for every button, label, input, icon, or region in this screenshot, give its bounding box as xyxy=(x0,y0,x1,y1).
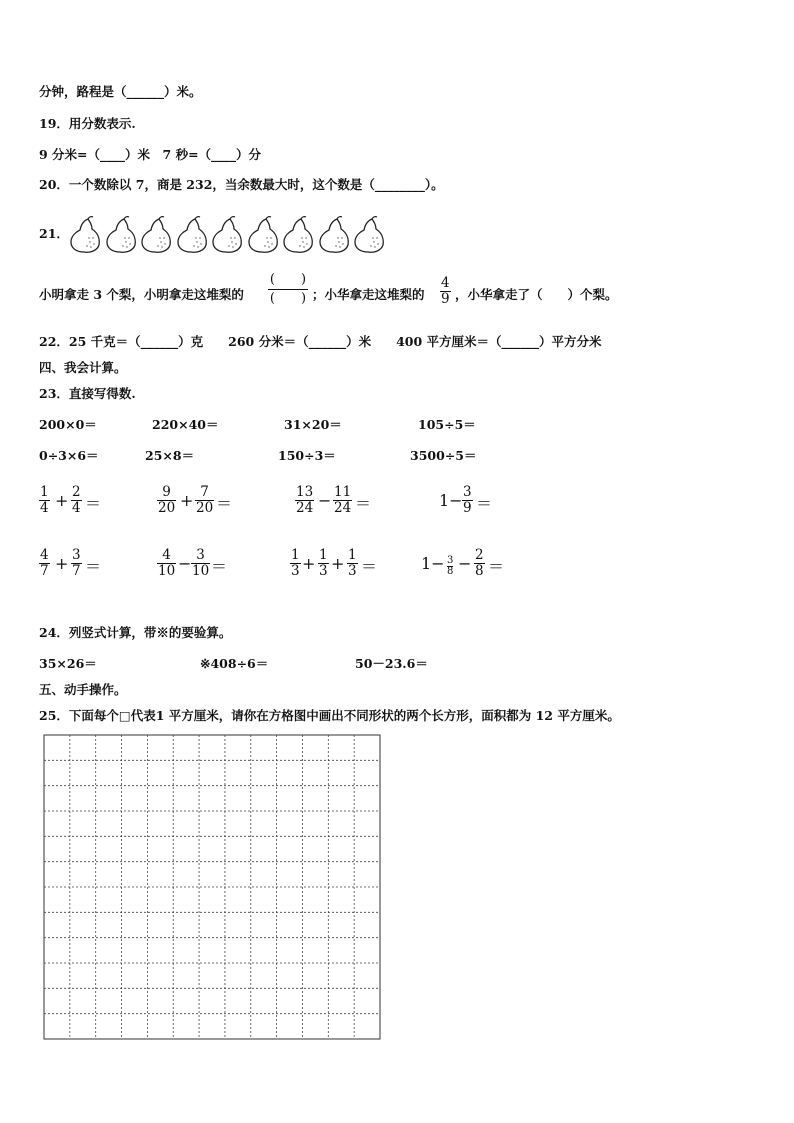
fraction: 1 3 xyxy=(291,547,300,579)
fraction: 9 20 xyxy=(158,484,176,516)
blank-fraction xyxy=(268,272,308,307)
q22: 22．25 千克＝（______）克 260 分米＝（______）米 400 平方厘米＝（______）平方分米 xyxy=(39,334,602,349)
q24-title: 24．列竖式计算，带※的要验算。 xyxy=(39,625,232,640)
operator: − xyxy=(178,554,192,573)
equals: ＝ xyxy=(216,494,233,513)
lead-term: 1− xyxy=(439,491,463,510)
equals: ＝ xyxy=(85,494,102,513)
q25: 25．下面每个□代表1 平方厘米，请你在方格图中画出不同形状的两个长方形，面积都为 12 平方厘米。 xyxy=(39,708,620,723)
pear-icon xyxy=(175,216,209,257)
calc-item: 220×40＝ xyxy=(152,417,219,432)
fraction: 7 20 xyxy=(196,484,214,516)
square-grid[interactable] xyxy=(43,734,381,1040)
q19-line: 9 分米=（____）米 7 秒=（____）分 xyxy=(39,147,262,162)
equals: ＝ xyxy=(211,557,228,576)
fraction-denominator: 9 xyxy=(441,291,450,307)
pear-icon xyxy=(281,216,315,257)
small-fraction: 3 8 xyxy=(447,555,454,577)
operator: + xyxy=(180,491,194,510)
equals: ＝ xyxy=(476,494,493,513)
vertical-calc-item: 35×26＝ xyxy=(39,656,97,671)
calc-item: 31×20＝ xyxy=(284,417,342,432)
calc-item: 200×0＝ xyxy=(39,417,97,432)
section-five-heading: 五、动手操作。 xyxy=(39,682,127,697)
q21-text-a: 小明拿走 3 个梨，小明拿走这堆梨的 xyxy=(39,287,244,302)
fraction: 1 3 xyxy=(348,547,357,579)
fraction: 1 4 xyxy=(40,484,49,516)
vertical-calc-item: ※408÷6＝ xyxy=(200,656,269,671)
operator: + xyxy=(55,554,69,573)
calc-item: 0÷3×6＝ xyxy=(39,448,99,463)
fraction: 13 24 xyxy=(296,484,314,516)
operator: − xyxy=(458,554,472,573)
fraction: 3 10 xyxy=(192,547,210,579)
equals: ＝ xyxy=(355,494,372,513)
fraction: 3 7 xyxy=(72,547,81,579)
operator: + xyxy=(331,554,345,573)
q21-number: 21． xyxy=(39,226,69,241)
pear-icon xyxy=(210,216,244,257)
pear-icon xyxy=(68,216,102,257)
blank-denominator: ( ) xyxy=(269,291,307,306)
operator: + xyxy=(55,491,69,510)
fraction: 2 4 xyxy=(72,484,81,516)
calc-item: 25×8＝ xyxy=(145,448,195,463)
equals: ＝ xyxy=(85,557,102,576)
q23-title: 23．直接写得数. xyxy=(39,386,136,401)
fraction: 3 9 xyxy=(463,484,472,516)
fraction-numerator: 4 xyxy=(441,275,450,291)
fraction: 1 3 xyxy=(319,547,328,579)
blank-numerator: ( ) xyxy=(269,272,307,287)
operator: + xyxy=(302,554,316,573)
q21-fraction xyxy=(440,276,451,307)
pear-icon xyxy=(104,216,138,257)
pear-icon xyxy=(139,216,173,257)
calc-item: 105÷5＝ xyxy=(418,417,476,432)
fraction: 2 8 xyxy=(475,547,484,579)
q20: 20．一个数除以 7，商是 232，当余数最大时，这个数是（________）。 xyxy=(39,177,444,192)
fraction: 4 7 xyxy=(40,547,49,579)
equals: ＝ xyxy=(488,557,505,576)
calc-item: 3500÷5＝ xyxy=(410,448,477,463)
fraction: 11 24 xyxy=(334,484,352,516)
q21-text-c: ，小华拿走了（ ）个梨。 xyxy=(455,287,618,302)
pear-icon xyxy=(317,216,351,257)
q19-title: 19．用分数表示. xyxy=(39,116,136,131)
section-four-heading: 四、我会计算。 xyxy=(39,360,127,375)
vertical-calc-item: 50－23.6＝ xyxy=(355,656,428,671)
lead-term: 1− xyxy=(421,554,445,573)
equals: ＝ xyxy=(361,557,378,576)
pear-icon xyxy=(246,216,280,257)
pear-icon xyxy=(352,216,386,257)
q18-tail: 分钟，路程是（______）米。 xyxy=(39,84,202,99)
operator: − xyxy=(318,491,332,510)
q21-text-b: ；小华拿走这堆梨的 xyxy=(312,287,425,302)
calc-item: 150÷3＝ xyxy=(278,448,336,463)
fraction: 4 10 xyxy=(158,547,176,579)
